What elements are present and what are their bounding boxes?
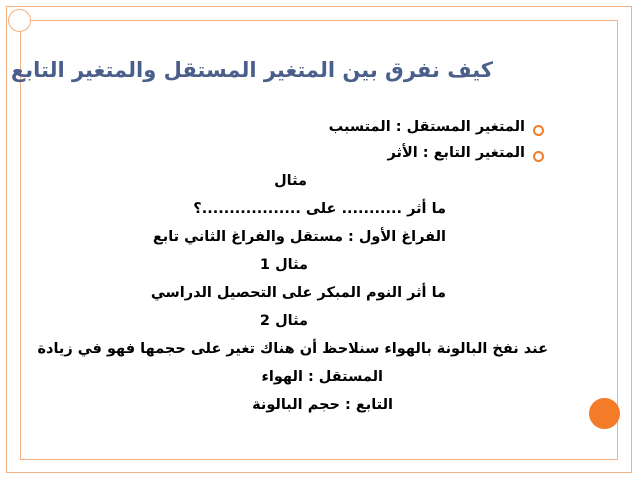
example-1-text: ما أثر النوم المبكر على التحصيل الدراسي	[150, 285, 446, 301]
bullet-circle-icon	[533, 125, 544, 136]
frame-outer-left	[6, 6, 7, 473]
slide-title: كيف نفرق بين المتغير المستقل والمتغير التابع	[10, 58, 493, 82]
corner-circle-decoration	[8, 9, 31, 32]
frame-inner-left	[20, 20, 21, 460]
frame-outer-top	[6, 6, 632, 7]
example-question: ما أثر ........... على ..................؟	[193, 201, 446, 217]
example-explanation: الفراغ الأول : مستقل والفراغ الثاني تابع	[152, 229, 446, 245]
example-heading: مثال	[274, 173, 307, 189]
example-2-text: عند نفخ البالونة بالهواء سنلاحظ أن هناك تغير على حجمها فهو في زيادة	[37, 341, 548, 357]
dependent-answer: التابع : حجم البالونة	[252, 397, 393, 413]
bullet-item-independent: المتغير المستقل : المتسبب	[328, 119, 525, 135]
frame-outer-right	[631, 6, 632, 473]
independent-answer: المستقل : الهواء	[261, 369, 383, 385]
example-2-heading: مثال 2	[259, 313, 308, 329]
frame-inner-top	[20, 20, 618, 21]
frame-inner-right	[617, 20, 618, 460]
orange-circle-decoration	[589, 398, 620, 429]
frame-inner-bottom	[20, 459, 618, 460]
frame-outer-bottom	[6, 472, 632, 473]
bullet-item-dependent: المتغير التابع : الأثر	[387, 145, 525, 161]
example-1-heading: مثال 1	[259, 257, 308, 273]
bullet-circle-icon	[533, 151, 544, 162]
